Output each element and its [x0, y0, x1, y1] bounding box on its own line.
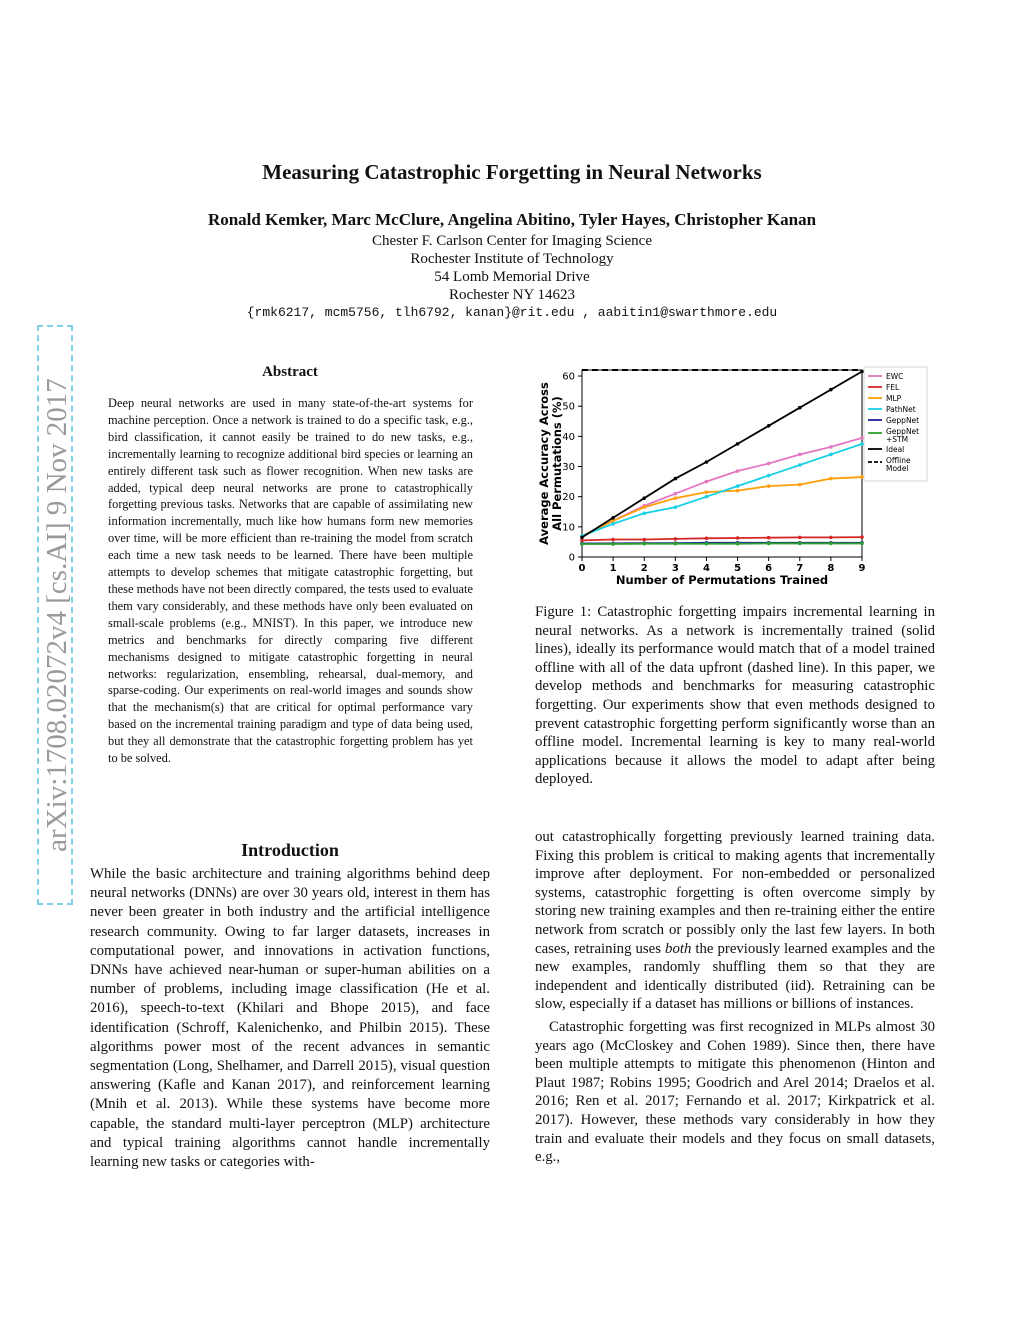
data-point — [860, 542, 864, 546]
x-tick-label: 8 — [827, 563, 835, 574]
x-tick-label: 9 — [858, 563, 866, 574]
data-point — [767, 484, 771, 488]
data-point — [611, 538, 615, 542]
series-line-pathnet — [582, 444, 862, 536]
data-point — [860, 535, 864, 539]
x-tick-label: 5 — [734, 563, 742, 574]
legend-label: EWC — [886, 372, 904, 381]
y-tick-label: 50 — [562, 401, 575, 413]
y-tick-label: 30 — [562, 462, 575, 474]
data-point — [860, 370, 864, 374]
data-point — [705, 490, 709, 494]
emphasis-both: both — [665, 940, 692, 957]
figure-1-chart — [530, 362, 940, 590]
paragraph-2: Catastrophic forgetting was first recognized in MLPs almost 30 years ago (McCloskey and Cohen 1989). Since then, there have been multiple attempts to mitigate this phenomenon (Hinton and Plaut 1987; Robins 1995; Goodrich and Arel 2014; Draelos et al. 2016; Ren et al. 2017; Fernando et al. 2017; Kirkpatrick et al. 2017). However, these methods vary considerably in how they train and evaluate their models and they focus on small datasets, e.g., — [535, 1018, 935, 1166]
data-point — [798, 536, 802, 540]
data-point — [736, 442, 740, 446]
data-point — [642, 542, 646, 546]
data-point — [860, 442, 864, 446]
legend-label: PathNet — [886, 405, 916, 414]
x-axis-label: Number of Permutations Trained — [615, 573, 829, 587]
data-point — [829, 388, 833, 392]
data-point — [736, 469, 740, 473]
series-line-ideal — [582, 372, 862, 538]
right-column-text — [535, 828, 935, 1167]
line-chart — [530, 362, 940, 590]
data-point — [767, 474, 771, 478]
data-point — [736, 542, 740, 546]
data-point — [767, 542, 771, 546]
y-tick-label: 0 — [568, 552, 575, 564]
abstract-heading: Abstract — [262, 364, 318, 380]
data-point — [798, 453, 802, 457]
affiliation-line-4: Rochester NY 14623 — [448, 287, 576, 303]
y-tick-label: 60 — [562, 371, 575, 383]
y-tick-label: 40 — [562, 431, 575, 443]
data-point — [798, 542, 802, 546]
y-tick-label: 20 — [562, 492, 575, 504]
x-tick-label: 7 — [796, 563, 804, 574]
data-point — [705, 460, 709, 464]
data-point — [767, 424, 771, 428]
affiliation-line-1: Chester F. Carlson Center for Imaging Science — [372, 233, 652, 249]
data-point — [674, 505, 678, 509]
series-line-mlp — [582, 477, 862, 536]
data-point — [580, 542, 584, 546]
data-point — [674, 542, 678, 546]
x-tick-label: 2 — [640, 563, 648, 574]
arxiv-stamp: arXiv:1708.02072v4 [cs.AI] 9 Nov 2017 — [37, 325, 73, 905]
paragraph-1: out catastrophically forgetting previously learned training data. Fixing this problem is critical to making agents that incrementally improve after deployment. For non-embedded or personalized systems, catastrophic forgetting is often overcome simply by storing new training examples and then re-training either the entire network from scratch or possibly only the last few layers. In both cases, retraining uses both the previously learned examples and the new examples, randomly shuffling them so that they are independent and identically distributed (iid). Retraining can be slow, especially if a dataset has millions or billions of instances. — [535, 829, 935, 1013]
introduction-text: While the basic architecture and training algorithms behind deep neural networks (DNNs) are over 30 years old, interest in them has never been greater in both industry and the artificial intelligence research community. Owing to far larger datasets, increases in computational power, and innovations in activation functions, DNNs have achieved near-human or super-human abilities on a number of problems, including image classification (He et al. 2016), speech-to-text (Khilari and Bhope 2015), and face identification (Schroff, Kalenichenko, and Philbin 2015). These algorithms power most of the recent advances in semantic segmentation (Long, Shelhamer, and Darrell 2015), visual question answering (Kafle and Kanan 2017), and reinforcement learning (Mnih et al. 2013). While these systems have become more capable, the standard multi-layer perceptron (MLP) architecture and typical training algorithms cannot handle incrementally learning new tasks or categories with- — [90, 866, 490, 1171]
data-point — [829, 477, 833, 481]
data-point — [674, 492, 678, 496]
introduction-heading: Introduction — [241, 840, 339, 860]
paper-authors: Ronald Kemker, Marc McClure, Angelina Abitino, Tyler Hayes, Christopher Kanan — [207, 210, 817, 229]
data-point — [798, 463, 802, 467]
data-point — [705, 537, 709, 541]
x-tick-label: 1 — [609, 563, 617, 574]
data-point — [674, 496, 678, 500]
y-axis-label-line: All Permutations (%) — [550, 396, 564, 531]
legend-label: Ideal — [886, 445, 905, 454]
legend-label: Offline — [886, 456, 911, 465]
x-tick-label: 4 — [702, 563, 710, 574]
data-point — [611, 522, 615, 526]
data-point — [736, 489, 740, 493]
data-point — [611, 542, 615, 546]
data-point — [736, 484, 740, 488]
data-point — [767, 462, 771, 466]
series-line-geppnet-stm — [582, 543, 862, 544]
y-axis-label-line: Average Accuracy Across — [537, 382, 551, 545]
x-tick-label: 6 — [765, 563, 773, 574]
legend-label: +STM — [886, 435, 909, 444]
affiliation-line-3: 54 Lomb Memorial Drive — [434, 269, 590, 285]
legend-label: Model — [886, 464, 909, 473]
plot-frame — [582, 370, 862, 557]
legend-label: MLP — [886, 394, 902, 403]
data-point — [798, 406, 802, 410]
figure-1-caption: Figure 1: Catastrophic forgetting impairs incremental learning in neural networks. As a network is incrementally trained (solid lines), ideally its performance would match that of a model trained offline with all of the data upfront (dashed line). In this paper, we develop methods and benchmarks for measuring catastrophic forgetting. Our experiments show that even methods designed to prevent catastrophic forgetting perform significantly worse than an offline model. Incremental learning is key to many real-world applications because it allows the model to adapt after being deployed. — [535, 604, 935, 788]
data-point — [642, 505, 646, 509]
abstract-text: Deep neural networks are used in many state-of-the-art systems for machine perception. Once a network is trained to do a specific task, e.g., bird classification, it cannot easily be trained to do new tasks, e.g., incrementally learning to recognize additional bird species or learning an entirely different task such as flower recognition. When new tasks are added, typical deep neural networks are prone to catastrophically forgetting previous tasks. Networks that are capable of assimilating new information incrementally, much like how humans form new memories over time, will be more efficient than re-training the model from scratch each time a new task needs to be learned. There have been multiple attempts to develop schemes that mitigate catastrophic forgetting, but these methods have not been directly compared, the tests used to evaluate them vary considerably, and these methods have only been evaluated on small-scale problems (e.g., MNIST). In this paper, we introduce new metrics and benchmarks for directly comparing five different mechanisms designed to mitigate catastrophic forgetting in neural networks: regularization, ensembling, rehearsal, dual-memory, and sparse-coding. Our experiments on real-world images and sounds show that the mechanism(s) that are critical for optimal performance vary based on the incremental training paradigm and type of data being used, but they all demonstrate that the catastrophic forgetting problem has yet to be solved. — [108, 396, 473, 766]
data-point — [829, 542, 833, 546]
legend-label: FEL — [886, 383, 900, 392]
y-tick-label: 10 — [562, 522, 575, 534]
author-emails: {rmk6217, mcm5756, tlh6792, kanan}@rit.edu , aabitin1@swarthmore.edu — [246, 305, 778, 320]
data-point — [642, 538, 646, 542]
data-point — [705, 495, 709, 499]
data-point — [798, 483, 802, 487]
paper-title: Measuring Catastrophic Forgetting in Neural Networks — [262, 160, 762, 184]
affiliation-line-2: Rochester Institute of Technology — [410, 251, 614, 267]
y-axis-label — [537, 382, 564, 545]
legend-label: GeppNet — [886, 416, 920, 425]
series-line-fel — [582, 537, 862, 540]
data-point — [611, 516, 615, 520]
data-point — [705, 480, 709, 484]
legend-label: GeppNet — [886, 427, 920, 436]
data-point — [705, 542, 709, 546]
data-point — [860, 436, 864, 440]
data-point — [829, 536, 833, 540]
data-point — [642, 496, 646, 500]
data-point — [736, 536, 740, 540]
data-point — [829, 453, 833, 457]
data-point — [674, 477, 678, 481]
data-point — [580, 536, 584, 540]
data-point — [674, 537, 678, 541]
data-point — [642, 511, 646, 515]
data-point — [767, 536, 771, 540]
x-tick-label: 0 — [578, 563, 586, 574]
x-tick-label: 3 — [671, 563, 679, 574]
data-point — [860, 475, 864, 479]
data-point — [829, 445, 833, 449]
